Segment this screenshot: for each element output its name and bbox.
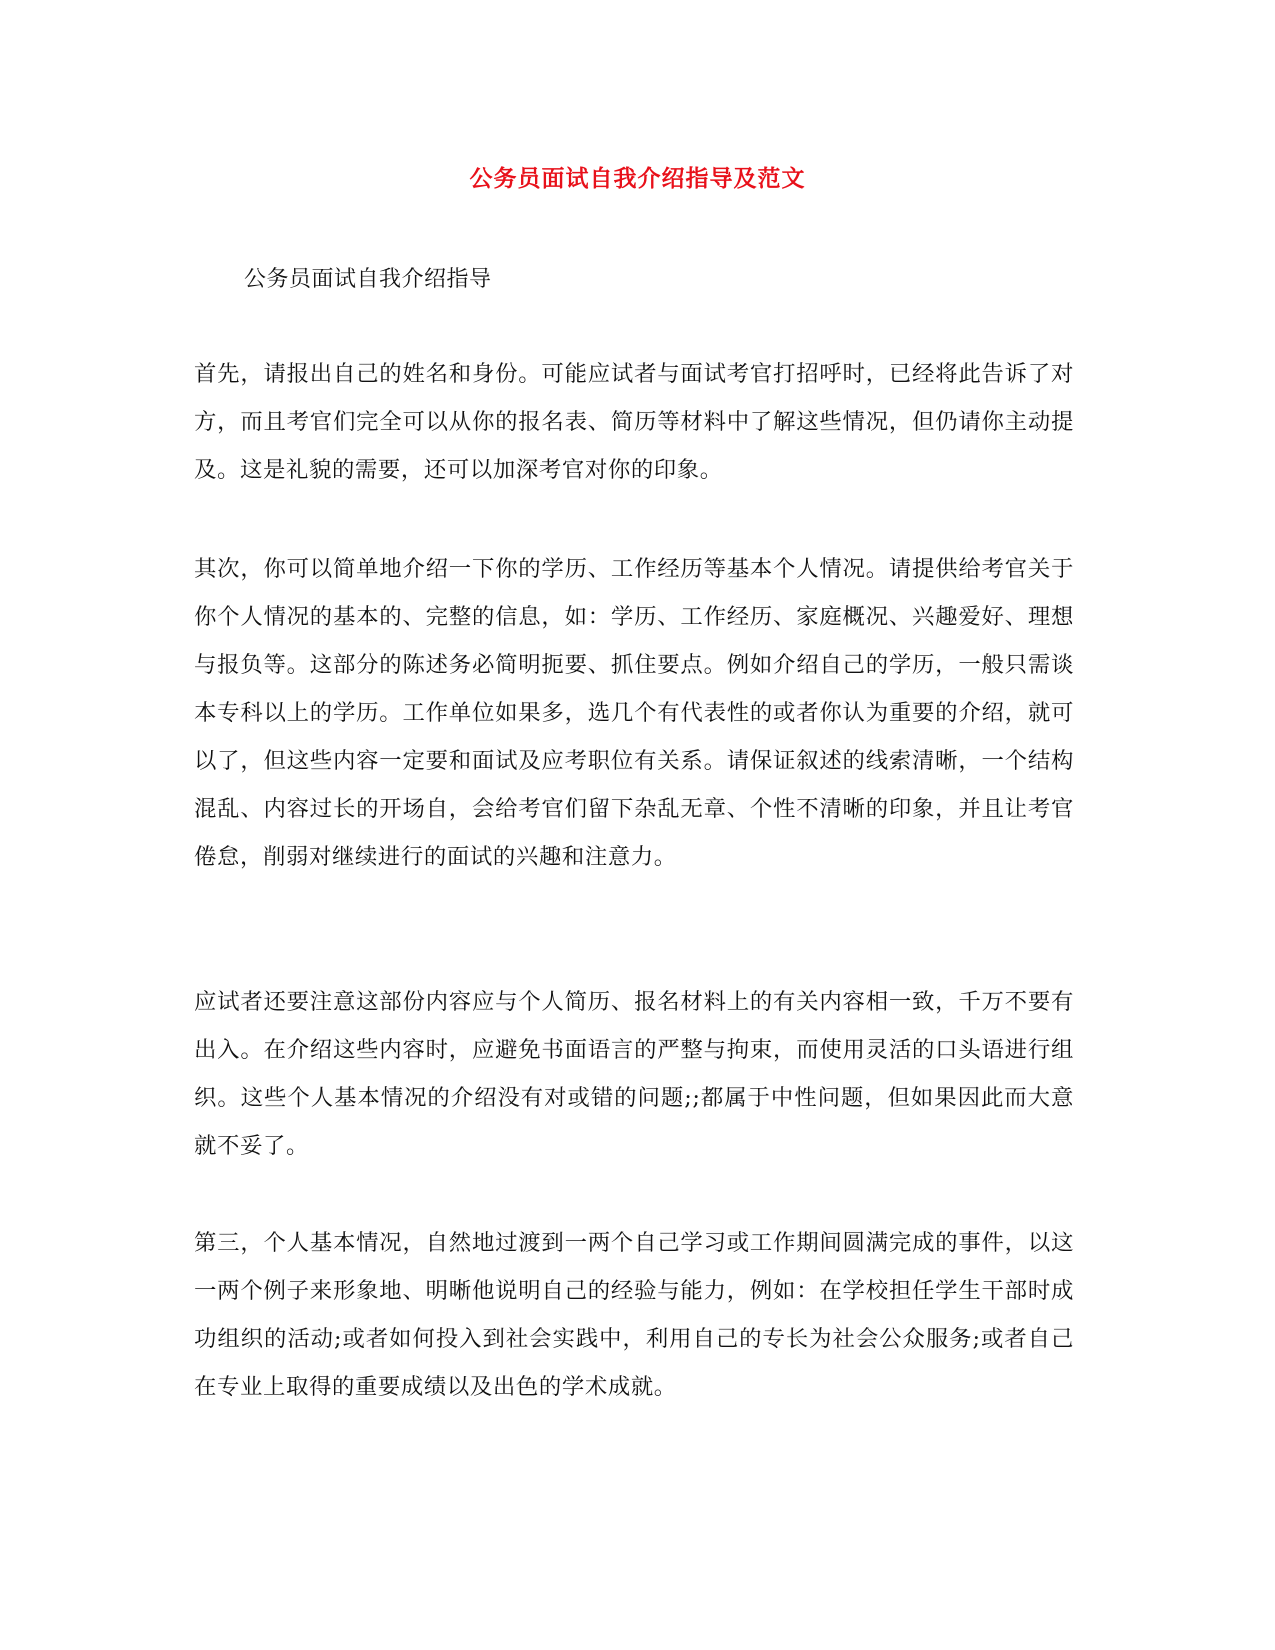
paragraph-2: 其次，你可以简单地介绍一下你的学历、工作经历等基本个人情况。请提供给考官关于你个人情况的基本的、完整的信息，如：学历、工作经历、家庭概况、兴趣爱好、理想与报负等。这部分的陈述务必简明扼要、抓住要点。例如介绍自己的学历，一般只需谈本专科以上的学历。工作单位如果多，选几个有代表性的或者你认为重要的介绍，就可以了，但这些内容一定要和面试及应考职位有关系。请保证叙述的线索清晰，一个结构混乱、内容过长的开场自，会给考官们留下杂乱无章、个性不清晰的印象，并且让考官倦怠，削弱对继续进行的面试的兴趣和注意力。 bbox=[194, 556, 1074, 870]
paragraph-1: 首先，请报出自己的姓名和身份。可能应试者与面试考官打招呼时，已经将此告诉了对方，而且考官们完全可以从你的报名表、简历等材料中了解这些情况，但仍请你主动提及。这是礼貌的需要，还可以加深考官对你的印象。 bbox=[194, 361, 1074, 483]
document-subtitle: 公务员面试自我介绍指导 bbox=[244, 267, 492, 292]
paragraph-3: 应试者还要注意这部份内容应与个人简历、报名材料上的有关内容相一致，千万不要有出入。在介绍这些内容时，应避免书面语言的严整与拘束，而使用灵活的口头语进行组织。这些个人基本情况的介绍没有对或错的问题;;都属于中性问题，但如果因此而大意就不妥了。 bbox=[194, 989, 1074, 1159]
document-title: 公务员面试自我介绍指导及范文 bbox=[469, 165, 806, 192]
paragraph-4: 第三，个人基本情况，自然地过渡到一两个自己学习或工作期间圆满完成的事件，以这一两个例子来形象地、明晰他说明自己的经验与能力，例如：在学校担任学生干部时成功组织的活动;或者如何投入到社会实践中，利用自己的专长为社会公众服务;或者自己在专业上取得的重要成绩以及出色的学术成就。 bbox=[194, 1230, 1074, 1400]
